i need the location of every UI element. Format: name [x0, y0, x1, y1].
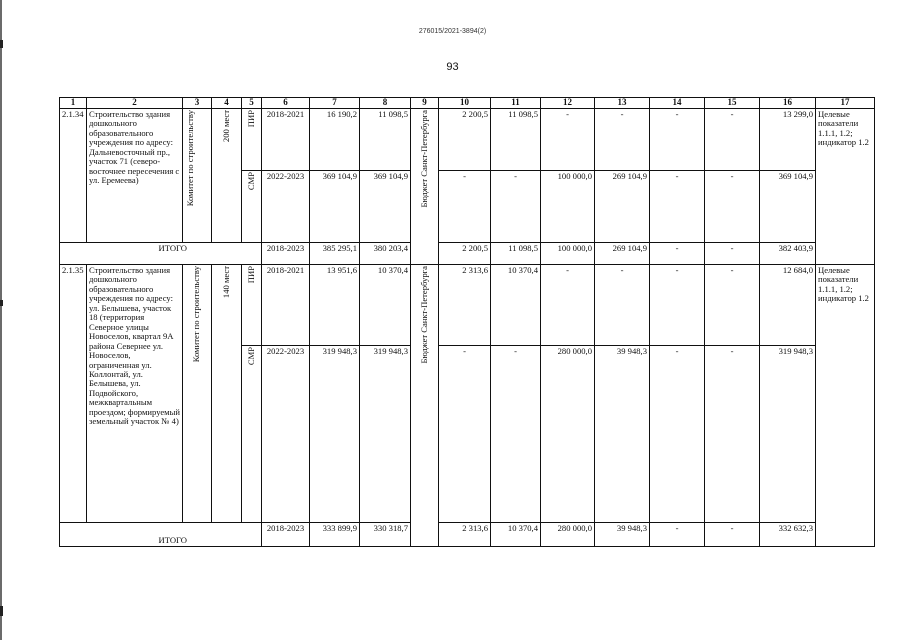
value-cell: 280 000,0: [541, 523, 595, 547]
column-header: 14: [650, 98, 705, 109]
column-header: 9: [411, 98, 439, 109]
budget-cell: [411, 109, 439, 265]
budget-cell: [411, 265, 439, 547]
column-header: 2: [87, 98, 183, 109]
capacity-label: 200 мест: [220, 110, 231, 143]
column-header: 3: [183, 98, 212, 109]
value-cell: 319 948,3: [360, 346, 411, 523]
stage-cell: [242, 109, 262, 171]
value-cell: 332 632,3: [760, 523, 816, 547]
value-cell: -: [439, 346, 491, 523]
empty-cell: [60, 523, 87, 547]
empty-cell: [60, 243, 87, 265]
column-header: 17: [816, 98, 875, 109]
value-cell: 16 190,2: [310, 109, 360, 171]
customer-label: Комитет по строительству: [191, 266, 202, 363]
value-cell: 2 313,6: [439, 523, 491, 547]
value-cell: 11 098,5: [491, 109, 541, 171]
value-cell: 369 104,9: [310, 171, 360, 243]
object-name: Строительство здания дошкольного образовательного учреждения по адресу: Дальневосточный пр., участок 71 (северо-восточнее пересечения с ул. Еремеева): [87, 109, 183, 243]
value-cell: 10 370,4: [491, 523, 541, 547]
table-row: [60, 265, 875, 346]
stage-cell: [242, 265, 262, 346]
value-cell: -: [705, 171, 760, 243]
column-header: 15: [705, 98, 760, 109]
customer-cell: [183, 109, 212, 243]
value-cell: 330 318,7: [360, 523, 411, 547]
value-cell: -: [491, 346, 541, 523]
value-cell: 385 295,1: [310, 243, 360, 265]
stage-cell: [242, 171, 262, 243]
column-header: 4: [212, 98, 242, 109]
value-cell: 319 948,3: [310, 346, 360, 523]
value-cell: -: [705, 265, 760, 346]
period-cell: 2022-2023: [262, 171, 310, 243]
value-cell: 369 104,9: [760, 171, 816, 243]
row-number: 2.1.35: [60, 265, 87, 523]
scan-mark: [0, 40, 3, 48]
capacity-cell: [212, 265, 242, 523]
stage-label: СМР: [245, 172, 256, 191]
value-cell: 11 098,5: [360, 109, 411, 171]
value-cell: -: [541, 265, 595, 346]
value-cell: 369 104,9: [360, 171, 411, 243]
stage-label: СМР: [245, 347, 256, 366]
value-cell: -: [705, 109, 760, 171]
column-header: 7: [310, 98, 360, 109]
customer-cell: [183, 265, 212, 523]
column-header: 16: [760, 98, 816, 109]
goals-cell: Целевые показатели 1.1.1, 1.2; индикатор 1.2: [816, 265, 875, 547]
value-cell: 380 203,4: [360, 243, 411, 265]
value-cell: -: [595, 265, 650, 346]
period-cell: 2018-2021: [262, 109, 310, 171]
value-cell: -: [650, 109, 705, 171]
value-cell: -: [705, 346, 760, 523]
total-label: ИТОГО: [87, 523, 262, 547]
page-number: 93: [446, 61, 459, 73]
customer-label: Комитет по строительству: [185, 110, 195, 207]
capacity-label: 140 мест: [220, 266, 231, 299]
scan-mark: [0, 300, 3, 306]
period-cell: 2022-2023: [262, 346, 310, 523]
value-cell: 280 000,0: [541, 346, 595, 523]
period-cell: 2018-2021: [262, 265, 310, 346]
value-cell: 13 951,6: [310, 265, 360, 346]
period-cell: 2018-2023: [262, 243, 310, 265]
value-cell: 39 948,3: [595, 346, 650, 523]
value-cell: -: [650, 523, 705, 547]
value-cell: 319 948,3: [760, 346, 816, 523]
value-cell: -: [595, 109, 650, 171]
budget-label: Бюджет Санкт-Петербурга: [418, 266, 429, 364]
value-cell: 269 104,9: [595, 243, 650, 265]
value-cell: -: [650, 171, 705, 243]
stage-label: ПИР: [245, 110, 256, 128]
budget-label: Бюджет Санкт-Петербурга: [418, 110, 429, 208]
stage-label: ПИР: [245, 266, 256, 284]
total-row: [60, 243, 875, 265]
value-cell: -: [650, 346, 705, 523]
scan-left-edge: [0, 0, 2, 640]
value-cell: -: [491, 171, 541, 243]
value-cell: 2 313,6: [439, 265, 491, 346]
value-cell: 333 899,9: [310, 523, 360, 547]
period-cell: 2018-2023: [262, 523, 310, 547]
column-header: 6: [262, 98, 310, 109]
value-cell: -: [650, 243, 705, 265]
value-cell: 13 299,0: [760, 109, 816, 171]
column-header: 1: [60, 98, 87, 109]
value-cell: -: [705, 243, 760, 265]
column-number-row: [60, 98, 875, 109]
value-cell: 382 403,9: [760, 243, 816, 265]
value-cell: -: [705, 523, 760, 547]
stage-cell: [242, 346, 262, 523]
column-header: 11: [491, 98, 541, 109]
value-cell: 39 948,3: [595, 523, 650, 547]
scan-mark: [0, 606, 3, 616]
row-number: 2.1.34: [60, 109, 87, 243]
column-header: 5: [242, 98, 262, 109]
value-cell: -: [439, 171, 491, 243]
table-row: [60, 109, 875, 171]
investment-table: [59, 97, 875, 547]
column-header: 13: [595, 98, 650, 109]
value-cell: 10 370,4: [491, 265, 541, 346]
value-cell: -: [541, 109, 595, 171]
value-cell: 2 200,5: [439, 243, 491, 265]
goals-cell: Целевые показатели 1.1.1, 1.2; индикатор 1.2: [816, 109, 875, 265]
value-cell: 100 000,0: [541, 243, 595, 265]
value-cell: 12 684,0: [760, 265, 816, 346]
column-header: 10: [439, 98, 491, 109]
value-cell: 269 104,9: [595, 171, 650, 243]
capacity-cell: [212, 109, 242, 243]
value-cell: 2 200,5: [439, 109, 491, 171]
value-cell: -: [650, 265, 705, 346]
value-cell: 10 370,4: [360, 265, 411, 346]
object-name: Строительство здания дошкольного образовательного учреждения по адресу: ул. Белышева, участок 18 (территория Северное улицы Новоселов, квартал 9А района Севернее ул. Новоселов, ограниченная ул. Коллонтай, ул. Белышева, ул. Подвойского, межквартальным проездом; формируемый земельный участок № 4): [87, 265, 183, 523]
document-id: 276015/2021-3894(2): [418, 28, 487, 35]
column-header: 8: [360, 98, 411, 109]
value-cell: 100 000,0: [541, 171, 595, 243]
total-row: [60, 523, 875, 547]
total-label: ИТОГО: [87, 243, 262, 265]
value-cell: 11 098,5: [491, 243, 541, 265]
column-header: 12: [541, 98, 595, 109]
